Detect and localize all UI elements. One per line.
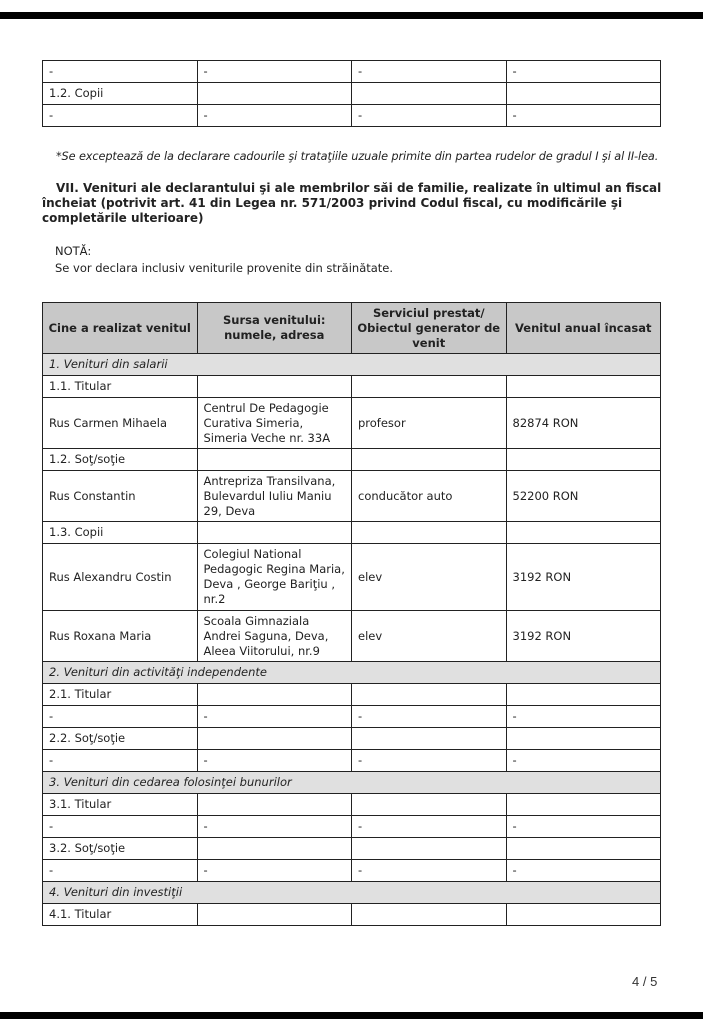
table-cell: -	[352, 860, 507, 882]
table-cell: -	[197, 750, 352, 772]
table-row	[43, 544, 661, 611]
page-indicator: 4 / 5	[632, 974, 658, 989]
income-table	[42, 302, 661, 926]
table-row	[43, 376, 661, 398]
table-cell: -	[352, 706, 507, 728]
nota-block	[55, 243, 393, 277]
table-cell: -	[352, 61, 507, 83]
section-label: 1. Venituri din salarii	[43, 354, 661, 376]
table-cell: 3192 RON	[506, 611, 661, 662]
table-cell: Scoala Gimnaziala Andrei Saguna, Deva, Aleea Viitorului, nr.9	[197, 611, 352, 662]
table-cell	[506, 376, 661, 398]
section-row-investments	[43, 882, 661, 904]
table-row	[43, 904, 661, 926]
column-header-who: Cine a realizat venitul	[43, 303, 198, 354]
table-cell: -	[506, 750, 661, 772]
table-cell: profesor	[352, 398, 507, 449]
table-cell	[197, 83, 352, 105]
table-cell	[197, 449, 352, 471]
table-header-row	[43, 303, 661, 354]
table-cell: -	[352, 105, 507, 127]
previous-section-table-continued	[42, 60, 661, 127]
table-cell: -	[506, 816, 661, 838]
table-cell: -	[197, 61, 352, 83]
table-cell: Centrul De Pedagogie Curativa Simeria, Simeria Veche nr. 33A	[197, 398, 352, 449]
table-cell	[352, 376, 507, 398]
table-row	[43, 816, 661, 838]
table-cell	[506, 684, 661, 706]
table-cell	[352, 728, 507, 750]
table-cell: -	[197, 105, 352, 127]
table-cell	[352, 83, 507, 105]
table-cell: 52200 RON	[506, 471, 661, 522]
top-page-border	[0, 12, 703, 19]
table-cell: Rus Constantin	[43, 471, 198, 522]
table-cell	[197, 376, 352, 398]
table-cell: -	[506, 860, 661, 882]
table-cell: elev	[352, 611, 507, 662]
table-cell: -	[43, 706, 198, 728]
table-row	[43, 83, 661, 105]
section-label: 2. Venituri din activităţi independente	[43, 662, 661, 684]
section-label: 4. Venituri din investiţii	[43, 882, 661, 904]
table-row	[43, 684, 661, 706]
table-cell: 1.2. Copii	[43, 83, 198, 105]
table-cell: Colegiul National Pedagogic Regina Maria, Deva , George Bariţiu , nr.2	[197, 544, 352, 611]
bottom-page-border	[0, 1012, 703, 1019]
table-cell: Rus Alexandru Costin	[43, 544, 198, 611]
nota-text: Se vor declara inclusiv veniturile provenite din străinătate.	[55, 261, 394, 275]
table-cell: elev	[352, 544, 507, 611]
table-cell: 3.1. Titular	[43, 794, 198, 816]
table-cell	[506, 522, 661, 544]
section-heading: VII. Venituri ale declarantului şi ale membrilor săi de familie, realizate în ultimul an fiscal încheiat (potrivit art. 41 din Legea nr. 571/2003 privind Codul fiscal, cu modificările şi completările ulterioare)	[42, 181, 662, 225]
section-label: 3. Venituri din cedarea folosinţei bunurilor	[43, 772, 661, 794]
table-row	[43, 750, 661, 772]
table-cell: -	[43, 61, 198, 83]
table-cell: Rus Carmen Mihaela	[43, 398, 198, 449]
table-cell: -	[43, 816, 198, 838]
table-row	[43, 794, 661, 816]
table-cell	[197, 728, 352, 750]
table-cell	[506, 83, 661, 105]
table-row	[43, 838, 661, 860]
table-row	[43, 449, 661, 471]
gift-exception-footnote: *Se exceptează de la declarare cadourile şi trataţiile uzuale primite din partea rudelor de gradul I şi al II-lea.	[56, 150, 659, 163]
table-cell: -	[197, 706, 352, 728]
table-row	[43, 61, 661, 83]
column-header-annual-income: Venitul anual încasat	[506, 303, 661, 354]
table-cell: 1.1. Titular	[43, 376, 198, 398]
table-cell: -	[506, 61, 661, 83]
table-cell: -	[506, 105, 661, 127]
table-cell: -	[43, 860, 198, 882]
section-row-independent-activities	[43, 662, 661, 684]
table-row	[43, 105, 661, 127]
table-cell	[352, 838, 507, 860]
table-cell	[352, 794, 507, 816]
table-cell: 2.1. Titular	[43, 684, 198, 706]
table-cell: 4.1. Titular	[43, 904, 198, 926]
table-cell	[197, 684, 352, 706]
table-cell: Rus Roxana Maria	[43, 611, 198, 662]
table-row	[43, 611, 661, 662]
table-cell	[352, 684, 507, 706]
table-row	[43, 398, 661, 449]
table-cell	[197, 904, 352, 926]
section-row-salaries	[43, 354, 661, 376]
table-cell	[506, 904, 661, 926]
table-cell: 82874 RON	[506, 398, 661, 449]
table-cell: -	[197, 860, 352, 882]
table-row	[43, 860, 661, 882]
table-cell	[506, 728, 661, 750]
table-cell: -	[506, 706, 661, 728]
section-row-property-use	[43, 772, 661, 794]
table-cell: -	[43, 105, 198, 127]
table-row	[43, 728, 661, 750]
column-header-source: Sursa venitului: numele, adresa	[197, 303, 352, 354]
table-cell	[197, 794, 352, 816]
table-cell: 1.3. Copii	[43, 522, 198, 544]
table-cell	[352, 904, 507, 926]
table-cell: 3192 RON	[506, 544, 661, 611]
table-cell: 3.2. Soţ/soţie	[43, 838, 198, 860]
table-cell	[352, 522, 507, 544]
table-cell: -	[43, 750, 198, 772]
table-cell: 1.2. Soţ/soţie	[43, 449, 198, 471]
table-cell: -	[352, 816, 507, 838]
column-header-service: Serviciul prestat/ Obiectul generator de venit	[352, 303, 507, 354]
table-cell: -	[197, 816, 352, 838]
table-row	[43, 471, 661, 522]
table-cell	[352, 449, 507, 471]
table-cell: Antrepriza Transilvana, Bulevardul Iuliu Maniu 29, Deva	[197, 471, 352, 522]
table-cell: -	[352, 750, 507, 772]
table-cell	[506, 794, 661, 816]
table-row	[43, 706, 661, 728]
table-cell	[506, 449, 661, 471]
table-cell	[197, 522, 352, 544]
table-cell	[506, 838, 661, 860]
table-row	[43, 522, 661, 544]
nota-label: NOTĂ:	[55, 244, 92, 258]
table-cell	[197, 838, 352, 860]
table-cell: 2.2. Soţ/soţie	[43, 728, 198, 750]
table-cell: conducător auto	[352, 471, 507, 522]
